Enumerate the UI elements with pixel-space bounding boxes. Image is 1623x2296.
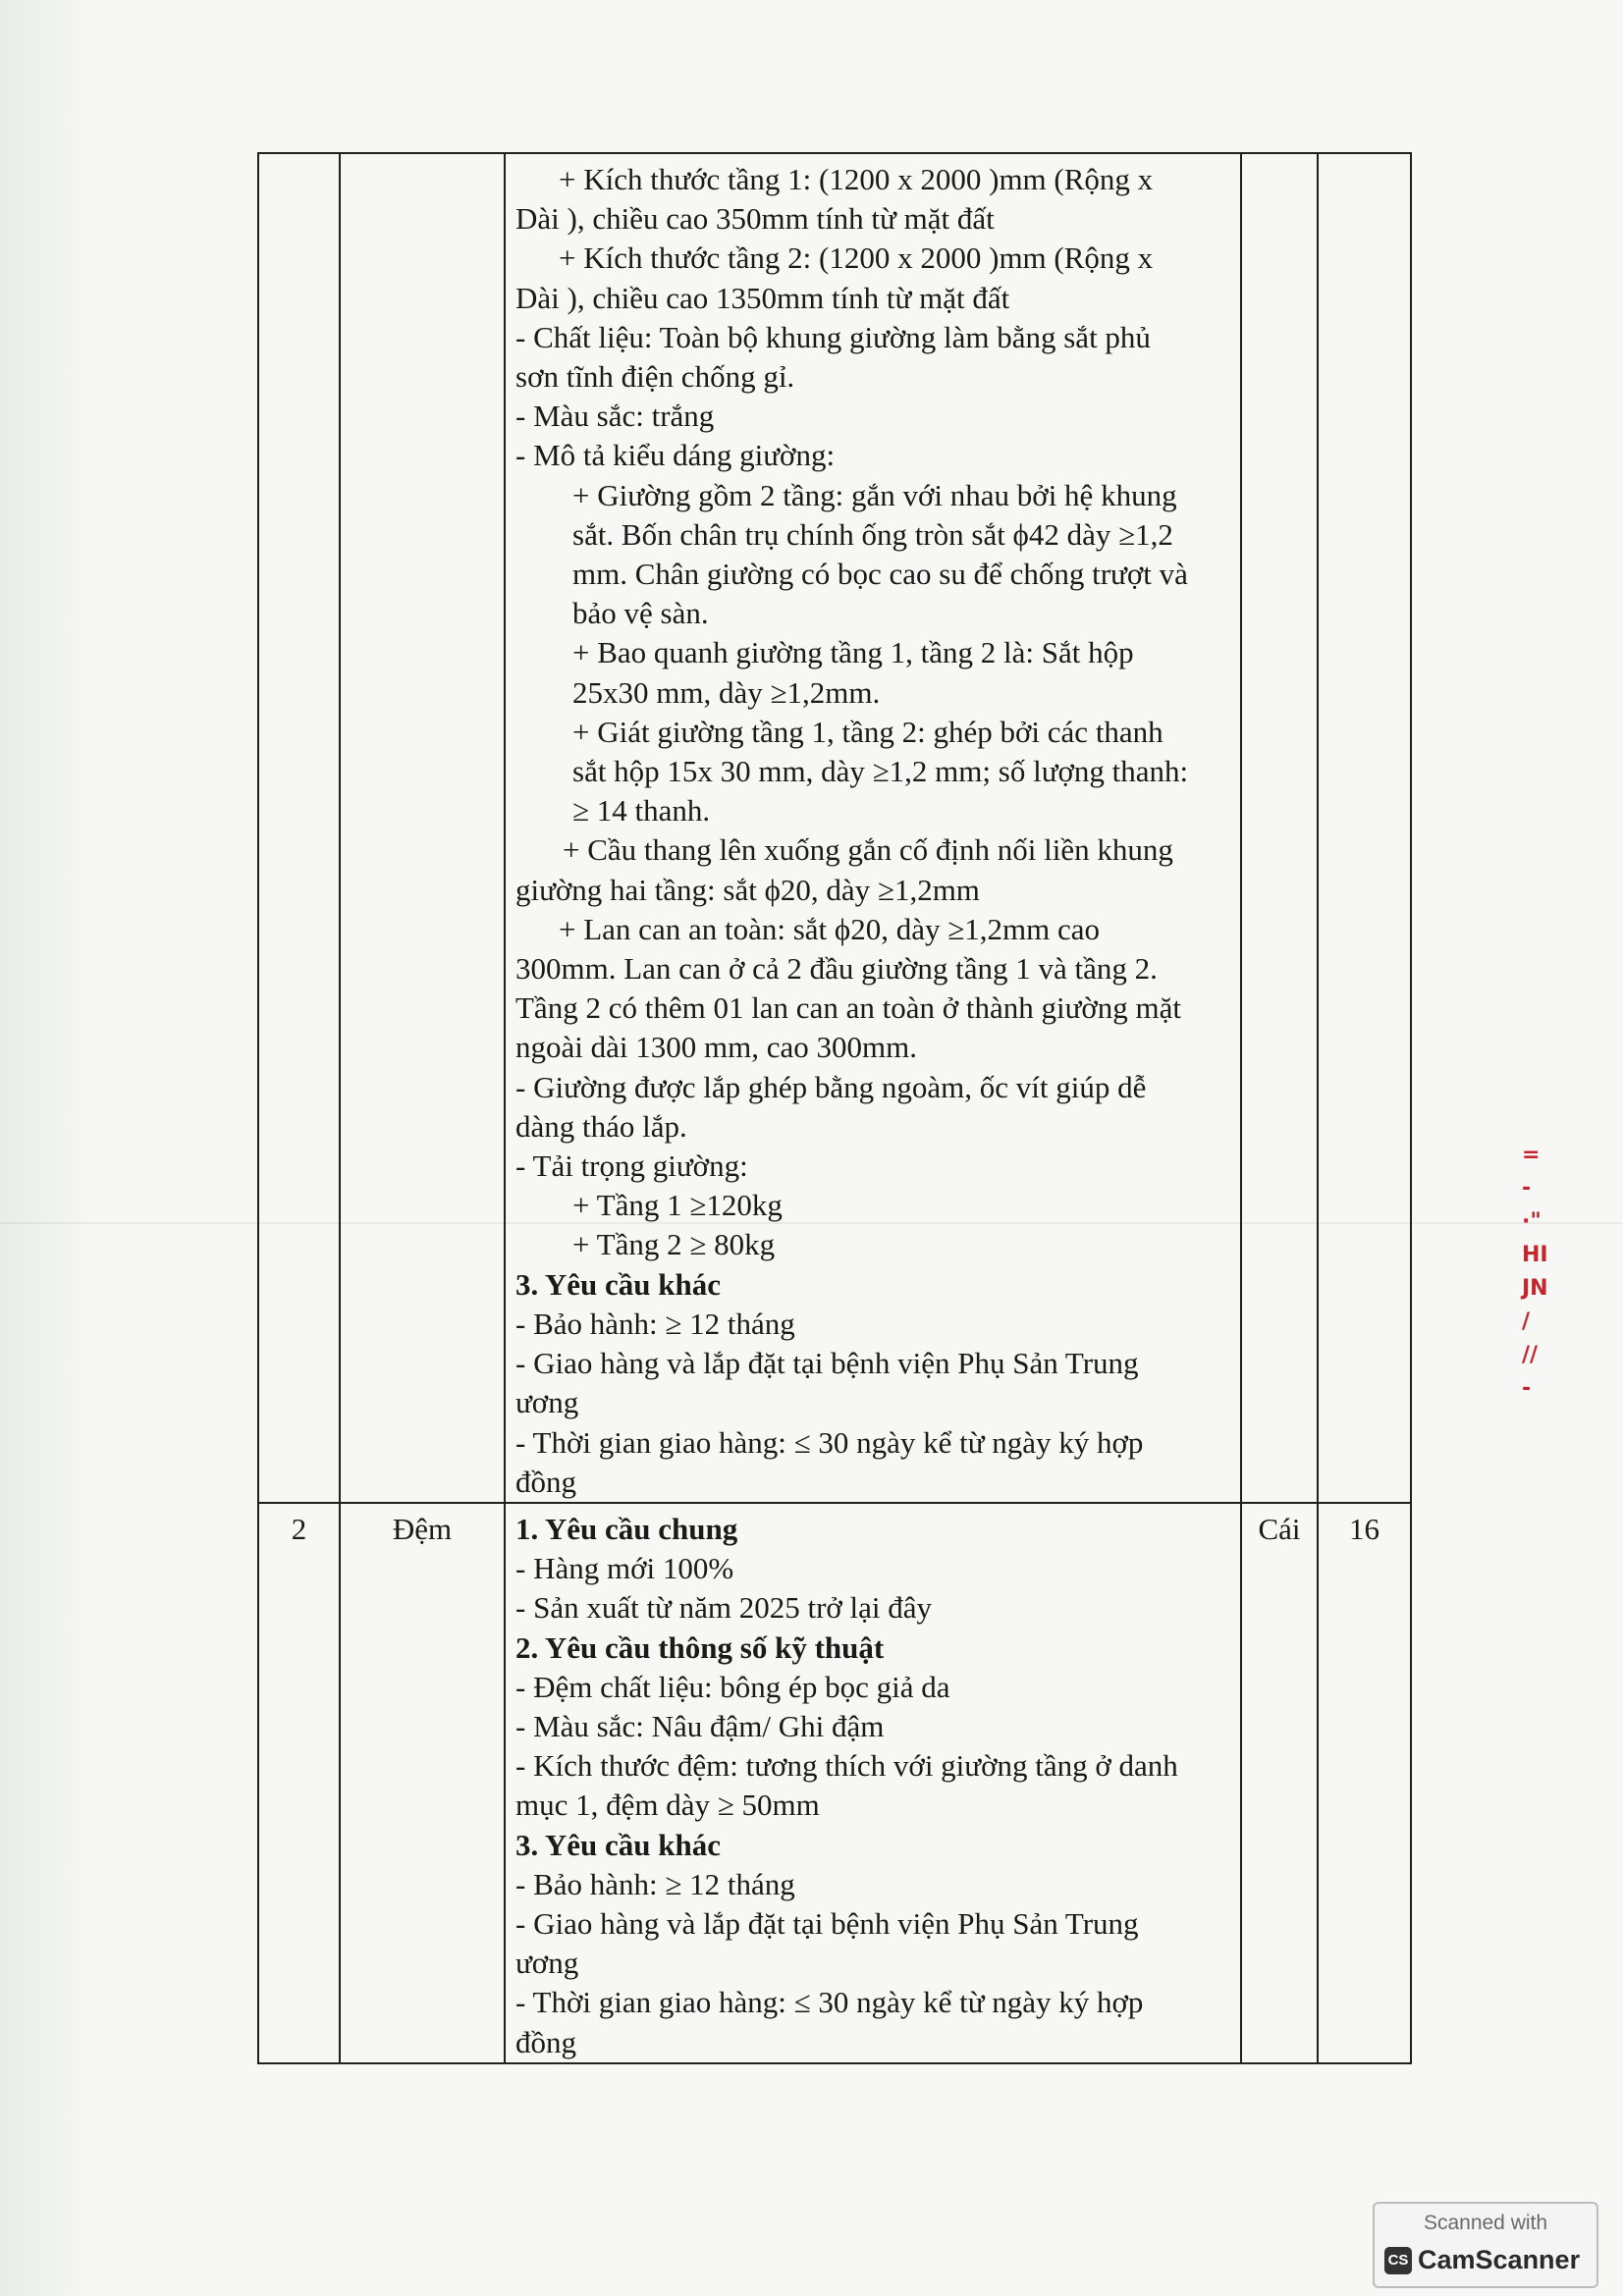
description-line: + Kích thước tầng 2: (1200 x 2000 )mm (Rộng x	[559, 240, 1154, 276]
description-line: - Hàng mới 100%	[515, 1551, 734, 1586]
description-line: - Tải trọng giường:	[515, 1148, 748, 1184]
description-line: sắt. Bốn chân trụ chính ống tròn sắt ϕ42 dày ≥1,2	[572, 516, 1173, 552]
description-line: + Cầu thang lên xuống gắn cố định nối liền khung	[563, 832, 1173, 868]
section-heading: 3. Yêu cầu khác	[515, 1266, 721, 1302]
description-line: - Bảo hành: ≥ 12 tháng	[515, 1306, 795, 1341]
description-line: + Tầng 1 ≥120kg	[572, 1188, 783, 1223]
stamp-mark: -	[1522, 1176, 1532, 1201]
description-line: - Màu sắc: Nâu đậm/ Ghi đậm	[515, 1708, 885, 1743]
description-line: - Giường được lắp ghép bằng ngoàm, ốc vít giúp dễ	[515, 1069, 1147, 1104]
description-line: + Giường gồm 2 tầng: gắn với nhau bởi hệ khung	[572, 477, 1177, 512]
row1-unit-cell	[1241, 153, 1318, 1503]
description-line: mm. Chân giường có bọc cao su để chống trượt và	[572, 557, 1188, 592]
description-line: đồng	[515, 2024, 576, 2059]
stamp-mark: //	[1522, 1343, 1539, 1367]
row2-name-cell: Đệm	[340, 1503, 505, 2063]
description-line: ≥ 14 thanh.	[572, 793, 711, 828]
camscanner-brand: CamScanner	[1418, 2245, 1581, 2274]
description-line: ngoài dài 1300 mm, cao 300mm.	[515, 1030, 917, 1065]
description-line: sắt hộp 15x 30 mm, dày ≥1,2 mm; số lượng thanh:	[572, 754, 1189, 789]
page-edge	[0, 0, 93, 2296]
spec-table	[257, 152, 1412, 2064]
row1-qty-cell	[1318, 153, 1411, 1503]
description-line: ương	[515, 1385, 579, 1420]
stamp-mark: JN	[1522, 1276, 1548, 1301]
description-line: Tầng 2 có thêm 01 lan can an toàn ở thành giường mặt	[515, 990, 1182, 1026]
description-line: - Sản xuất từ năm 2025 trở lại đây	[515, 1590, 933, 1626]
description-line: - Chất liệu: Toàn bộ khung giường làm bằng sắt phủ	[515, 319, 1151, 354]
description-line: 25x30 mm, dày ≥1,2mm.	[572, 674, 881, 710]
stamp-mark: HI	[1522, 1243, 1548, 1267]
section-heading: 1. Yêu cầu chung	[515, 1511, 738, 1546]
description-line: + Tầng 2 ≥ 80kg	[572, 1227, 776, 1262]
description-line: Dài ), chiều cao 350mm tính từ mặt đất	[515, 201, 995, 237]
description-line: đồng	[515, 1464, 576, 1499]
description-line: + Lan can an toàn: sắt ϕ20, dày ≥1,2mm cao	[559, 911, 1100, 946]
description-line: bảo vệ sàn.	[572, 596, 709, 631]
description-line: - Giao hàng và lắp đặt tại bệnh viện Phụ Sản Trung	[515, 1905, 1139, 1941]
description-line: - Bảo hành: ≥ 12 tháng	[515, 1866, 795, 1901]
section-heading: 2. Yêu cầu thông số kỹ thuật	[515, 1629, 885, 1665]
scanned-with-text: Scanned with	[1423, 2212, 1548, 2234]
section-heading: 3. Yêu cầu khác	[515, 1827, 721, 1862]
stamp-mark: -	[1522, 1376, 1532, 1401]
camscanner-logo-icon: CS	[1384, 2247, 1412, 2274]
description-line: dàng tháo lắp.	[515, 1108, 687, 1144]
description-line: giường hai tầng: sắt ϕ20, dày ≥1,2mm	[515, 872, 980, 907]
description-line: ương	[515, 1946, 579, 1981]
description-line: 300mm. Lan can ở cả 2 đầu giường tầng 1 và tầng 2.	[515, 951, 1158, 987]
stamp-trace	[1522, 1139, 1561, 1472]
stamp-mark: ·"	[1522, 1209, 1542, 1234]
description-line: - Thời gian giao hàng: ≤ 30 ngày kể từ ngày ký hợp	[515, 1424, 1144, 1460]
description-line: sơn tĩnh điện chống gỉ.	[515, 359, 795, 395]
row1-stt-cell	[258, 153, 340, 1503]
row1-name-cell	[340, 153, 505, 1503]
table-row	[258, 153, 1411, 1503]
row2-description-cell	[505, 1503, 1241, 2063]
row1-description-cell	[505, 153, 1241, 1503]
description-line: - Giao hàng và lắp đặt tại bệnh viện Phụ Sản Trung	[515, 1346, 1139, 1381]
description-line: - Mô tả kiểu dáng giường:	[515, 438, 836, 473]
description-line: mục 1, đệm dày ≥ 50mm	[515, 1788, 820, 1823]
description-line: + Kích thước tầng 1: (1200 x 2000 )mm (Rộng x	[559, 162, 1154, 196]
description-line: - Màu sắc: trắng	[515, 399, 715, 434]
description-line: - Kích thước đệm: tương thích với giường tầng ở danh	[515, 1748, 1178, 1784]
description-line: + Bao quanh giường tầng 1, tầng 2 là: Sắt hộp	[572, 635, 1134, 670]
row2-stt-cell: 2	[258, 1503, 340, 2063]
table-row	[258, 1503, 1411, 2063]
description-line: Dài ), chiều cao 1350mm tính từ mặt đất	[515, 280, 1010, 315]
camscanner-badge	[1373, 2202, 1598, 2288]
stamp-mark: =	[1522, 1143, 1541, 1167]
description-line: + Giát giường tầng 1, tầng 2: ghép bởi các thanh	[572, 714, 1163, 749]
description-line: - Thời gian giao hàng: ≤ 30 ngày kể từ ngày ký hợp	[515, 1985, 1144, 2020]
description-line: - Đệm chất liệu: bông ép bọc giả da	[515, 1669, 950, 1704]
stamp-mark: /	[1522, 1309, 1531, 1334]
row2-qty-cell: 16	[1318, 1503, 1411, 2063]
row2-unit-cell: Cái	[1241, 1503, 1318, 2063]
